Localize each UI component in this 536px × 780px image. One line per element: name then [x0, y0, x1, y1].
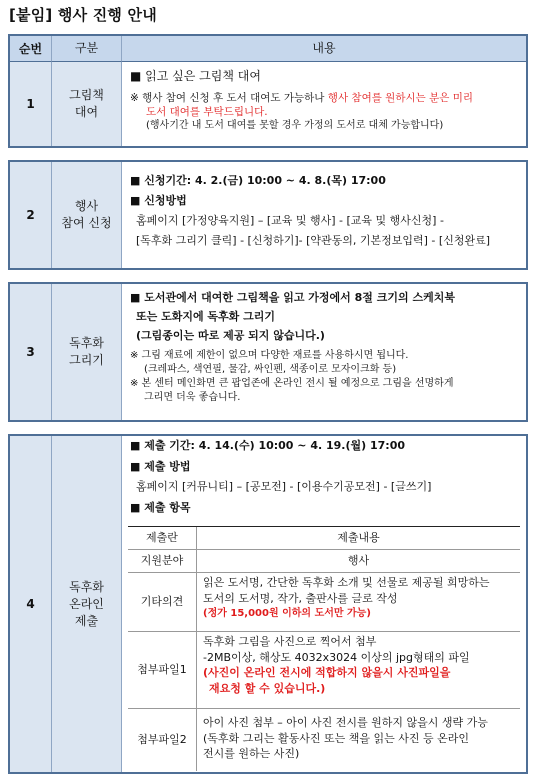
row-category: [52, 62, 122, 146]
content-line: ■ 신청방법: [130, 194, 187, 207]
submission-row: [128, 550, 520, 573]
category-line: 온라인: [69, 596, 104, 611]
submission-header: [128, 527, 520, 550]
submission-line: 아이 사진 첨부 – 아이 사진 전시를 원하지 않을시 생략 가능: [203, 716, 488, 729]
submission-value: [197, 632, 520, 708]
content-line: 그리면 더욱 좋습니다.: [144, 392, 241, 403]
row-no: 2: [10, 162, 52, 268]
category-line: 대여: [74, 105, 99, 119]
page-title: [붙임] 행사 진행 안내: [9, 6, 157, 24]
content-line: 도서 대여를 부탁드립니다.: [146, 106, 268, 118]
category-line: 제출: [74, 613, 99, 628]
content-line: ■ 제출 기간: 4. 14.(수) 10:00 ~ 4. 19.(월) 17:00: [130, 439, 406, 452]
submission-key: 첨부파일2: [128, 709, 197, 771]
submission-value: [197, 573, 520, 631]
submission-line: (정가 15,000원 이하의 도서만 가능): [203, 608, 371, 619]
info-table-1: [8, 34, 528, 148]
submission-line: (독후화 그리는 활동사진 또는 책을 읽는 사진 등 온라인: [203, 731, 470, 745]
submission-value: [197, 709, 520, 771]
row-category: [52, 284, 122, 420]
info-table-2: [8, 160, 528, 270]
row-category: [52, 162, 122, 268]
content-line: ■ 도서관에서 대여한 그림책을 읽고 가정에서 8절 크기의 스케치북: [130, 291, 455, 304]
submission-table: [128, 526, 520, 770]
submission-line: 읽은 도서명, 간단한 독후화 소개 및 선물로 제공될 희망하는: [203, 576, 490, 589]
content-line: [독후화 그리기 클릭] - [신청하기]- [약관동의, 기본정보입력] - [신청완료]: [136, 234, 490, 247]
submission-row: [128, 573, 520, 632]
submission-header-key: 제출란: [128, 527, 197, 549]
row-no: 3: [10, 284, 52, 420]
content-line: (크레파스, 색연필, 물감, 싸인펜, 색종이로 모자이크화 등): [144, 364, 397, 375]
submission-header-value: 제출내용: [337, 531, 380, 544]
category-line: 그림책: [69, 88, 104, 102]
content-line: ■ 신청기간: 4. 2.(금) 10:00 ~ 4. 8.(목) 17:00: [130, 174, 386, 187]
submission-key: 지원분야: [128, 550, 197, 572]
submission-line: (사진이 온라인 전시에 적합하지 않을시 사진파일을: [203, 666, 451, 679]
row-content: [122, 284, 526, 420]
submission-value: 행사: [347, 554, 370, 567]
row-content: [122, 162, 526, 268]
submission-line: 독후화 그림을 사진으로 찍어서 첨부: [203, 635, 377, 648]
row-category: [52, 436, 122, 772]
row-content: [122, 62, 526, 146]
category-line: 참여 신청: [61, 216, 112, 230]
submission-line: 도서의 도서명, 작가, 출판사를 글로 작성: [203, 591, 398, 605]
category-line: 그리기: [69, 353, 104, 367]
category-line: 독후화: [69, 336, 104, 350]
header-no: 순번: [10, 36, 52, 62]
header-content: 내용: [122, 36, 526, 62]
submission-line: -2MB이상, 해상도 4032x3024 이상의 jpg형태의 파일: [203, 650, 470, 664]
info-table-4: [8, 434, 528, 774]
submission-key: 첨부파일1: [128, 632, 197, 708]
content-line: (행사기간 내 도서 대여를 못할 경우 가정의 도서로 대체 가능합니다): [146, 120, 444, 131]
header-category: 구분: [52, 36, 122, 62]
content-line: ※ 본 센터 메인화면 큰 팝업존에 온라인 전시 될 예정으로 그림을 선명하게: [130, 378, 454, 389]
content-line: 행사 참여를 원하시는 분은 미리: [327, 92, 474, 104]
submission-line: 재요청 할 수 있습니다.): [209, 681, 326, 695]
content-line: ■ 제출 항목: [130, 500, 191, 514]
content-line: 홈페이지 [가정양육지원] – [교육 및 행사] - [교육 및 행사신청] -: [136, 214, 444, 227]
category-line: 행사: [74, 199, 99, 213]
content-line: ■ 제출 방법: [130, 459, 191, 473]
content-line: ※ 행사 참여 신청 후 도서 대여도 가능하나: [130, 92, 328, 104]
content-line: 홈페이지 [커뮤니티] – [공모전] - [이용수기공모전] - [글쓰기]: [136, 480, 432, 493]
row-content: [122, 436, 526, 772]
row-no: 4: [10, 436, 52, 772]
submission-row: [128, 709, 520, 771]
row-no: 1: [10, 62, 52, 146]
submission-key: 기타의견: [128, 573, 197, 631]
content-line: ■ 읽고 싶은 그림책 대여: [130, 69, 261, 83]
content-line: 또는 도화지에 독후화 그리기: [136, 310, 275, 323]
info-table-3: [8, 282, 528, 422]
content-line: (그림종이는 따로 제공 되지 않습니다.): [136, 329, 325, 342]
category-line: 독후화: [69, 579, 104, 594]
content-line: ※ 그림 재료에 제한이 없으며 다양한 재료를 사용하시면 됩니다.: [130, 350, 409, 361]
submission-row: [128, 632, 520, 709]
submission-line: 전시를 원하는 사진): [203, 747, 300, 760]
